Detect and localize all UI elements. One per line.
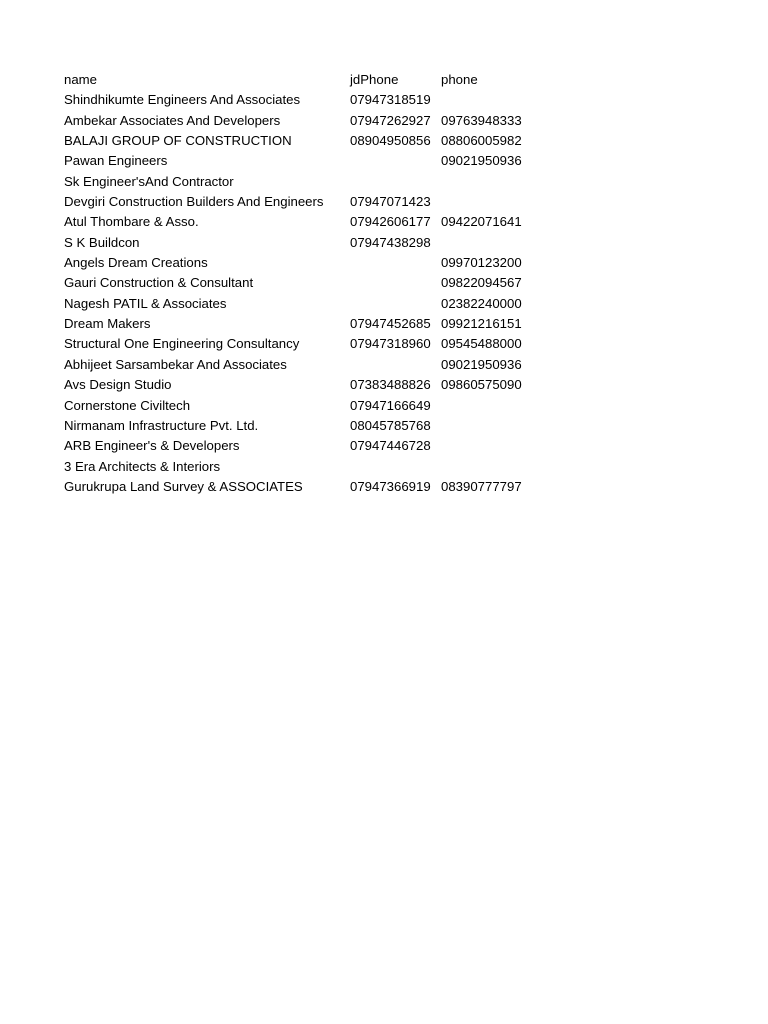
cell-phone: 09860575090 xyxy=(441,377,522,393)
cell-name: Atul Thombare & Asso. xyxy=(64,214,199,230)
cell-name: BALAJI GROUP OF CONSTRUCTION xyxy=(64,133,292,149)
table-row xyxy=(64,111,604,131)
cell-phone: 09545488000 xyxy=(441,336,522,352)
table-row xyxy=(64,151,604,171)
table-header-row xyxy=(64,70,604,90)
cell-name: S K Buildcon xyxy=(64,234,140,250)
cell-jdphone: 07947438298 xyxy=(350,234,431,250)
cell-name: Dream Makers xyxy=(64,316,151,332)
table-row xyxy=(64,457,604,477)
cell-jdphone: 07947446728 xyxy=(350,438,431,454)
table-row xyxy=(64,294,604,314)
cell-jdphone xyxy=(350,457,441,477)
cell-name: Nagesh PATIL & Associates xyxy=(64,295,227,311)
table-row xyxy=(64,396,604,416)
cell-name: 3 Era Architects & Interiors xyxy=(64,458,221,474)
table-row xyxy=(64,233,604,253)
cell-name: Pawan Engineers xyxy=(64,153,168,169)
table-row xyxy=(64,253,604,273)
cell-phone: 09021950936 xyxy=(441,153,522,169)
header-phone: phone xyxy=(441,72,478,87)
cell-phone: 09763948333 xyxy=(441,112,522,128)
cell-jdphone: 07947071423 xyxy=(350,194,431,210)
cell-jdphone: 07947166649 xyxy=(350,397,431,413)
cell-phone: 09921216151 xyxy=(441,316,522,332)
cell-phone: 08390777797 xyxy=(441,478,522,494)
cell-phone xyxy=(441,192,541,212)
cell-phone xyxy=(441,90,541,110)
header-jdphone: jdPhone xyxy=(350,72,399,87)
table-row xyxy=(64,436,604,456)
cell-phone xyxy=(441,457,541,477)
cell-phone: 09422071641 xyxy=(441,214,522,230)
cell-phone: 02382240000 xyxy=(441,295,522,311)
cell-phone xyxy=(441,396,541,416)
cell-name: ARB Engineer's & Developers xyxy=(64,438,240,454)
table-row xyxy=(64,416,604,436)
cell-jdphone: 07947452685 xyxy=(350,316,431,332)
table-row xyxy=(64,477,604,497)
cell-jdphone xyxy=(350,273,441,293)
cell-jdphone xyxy=(350,355,441,375)
table-row xyxy=(64,355,604,375)
table-row xyxy=(64,375,604,395)
cell-name: Gurukrupa Land Survey & ASSOCIATES xyxy=(64,478,303,494)
table-row xyxy=(64,192,604,212)
cell-name: Sk Engineer'sAnd Contractor xyxy=(64,173,234,189)
cell-jdphone: 08904950856 xyxy=(350,133,431,149)
cell-name: Shindhikumte Engineers And Associates xyxy=(64,92,301,108)
cell-phone: 09970123200 xyxy=(441,255,522,271)
cell-jdphone xyxy=(350,294,441,314)
table-row xyxy=(64,273,604,293)
table-row xyxy=(64,90,604,110)
cell-jdphone: 07942606177 xyxy=(350,214,431,230)
header-name: name xyxy=(64,72,97,87)
cell-name: Ambekar Associates And Developers xyxy=(64,112,281,128)
cell-name: Angels Dream Creations xyxy=(64,255,208,271)
cell-name: Devgiri Construction Builders And Engineers xyxy=(64,194,324,210)
cell-name: Nirmanam Infrastructure Pvt. Ltd. xyxy=(64,417,259,433)
cell-jdphone: 07947366919 xyxy=(350,478,431,494)
cell-jdphone: 07947262927 xyxy=(350,112,431,128)
cell-name: Abhijeet Sarsambekar And Associates xyxy=(64,356,287,372)
table-row xyxy=(64,334,604,354)
cell-phone: 08806005982 xyxy=(441,133,522,149)
cell-phone xyxy=(441,416,541,436)
cell-phone xyxy=(441,172,541,192)
cell-name: Avs Design Studio xyxy=(64,377,172,393)
table-row xyxy=(64,314,604,334)
cell-name: Structural One Engineering Consultancy xyxy=(64,336,300,352)
table-body xyxy=(64,90,604,497)
cell-jdphone xyxy=(350,253,441,273)
cell-name: Gauri Construction & Consultant xyxy=(64,275,254,291)
table-row xyxy=(64,131,604,151)
table-row xyxy=(64,172,604,192)
cell-phone: 09822094567 xyxy=(441,275,522,291)
cell-jdphone: 07383488826 xyxy=(350,377,431,393)
cell-phone xyxy=(441,436,541,456)
cell-jdphone: 07947318519 xyxy=(350,92,431,108)
cell-name: Cornerstone Civiltech xyxy=(64,397,191,413)
cell-phone xyxy=(441,233,541,253)
cell-jdphone xyxy=(350,151,441,171)
cell-jdphone: 08045785768 xyxy=(350,417,431,433)
contacts-table xyxy=(64,70,604,497)
table-row xyxy=(64,212,604,232)
cell-jdphone xyxy=(350,172,441,192)
cell-phone: 09021950936 xyxy=(441,356,522,372)
cell-jdphone: 07947318960 xyxy=(350,336,431,352)
